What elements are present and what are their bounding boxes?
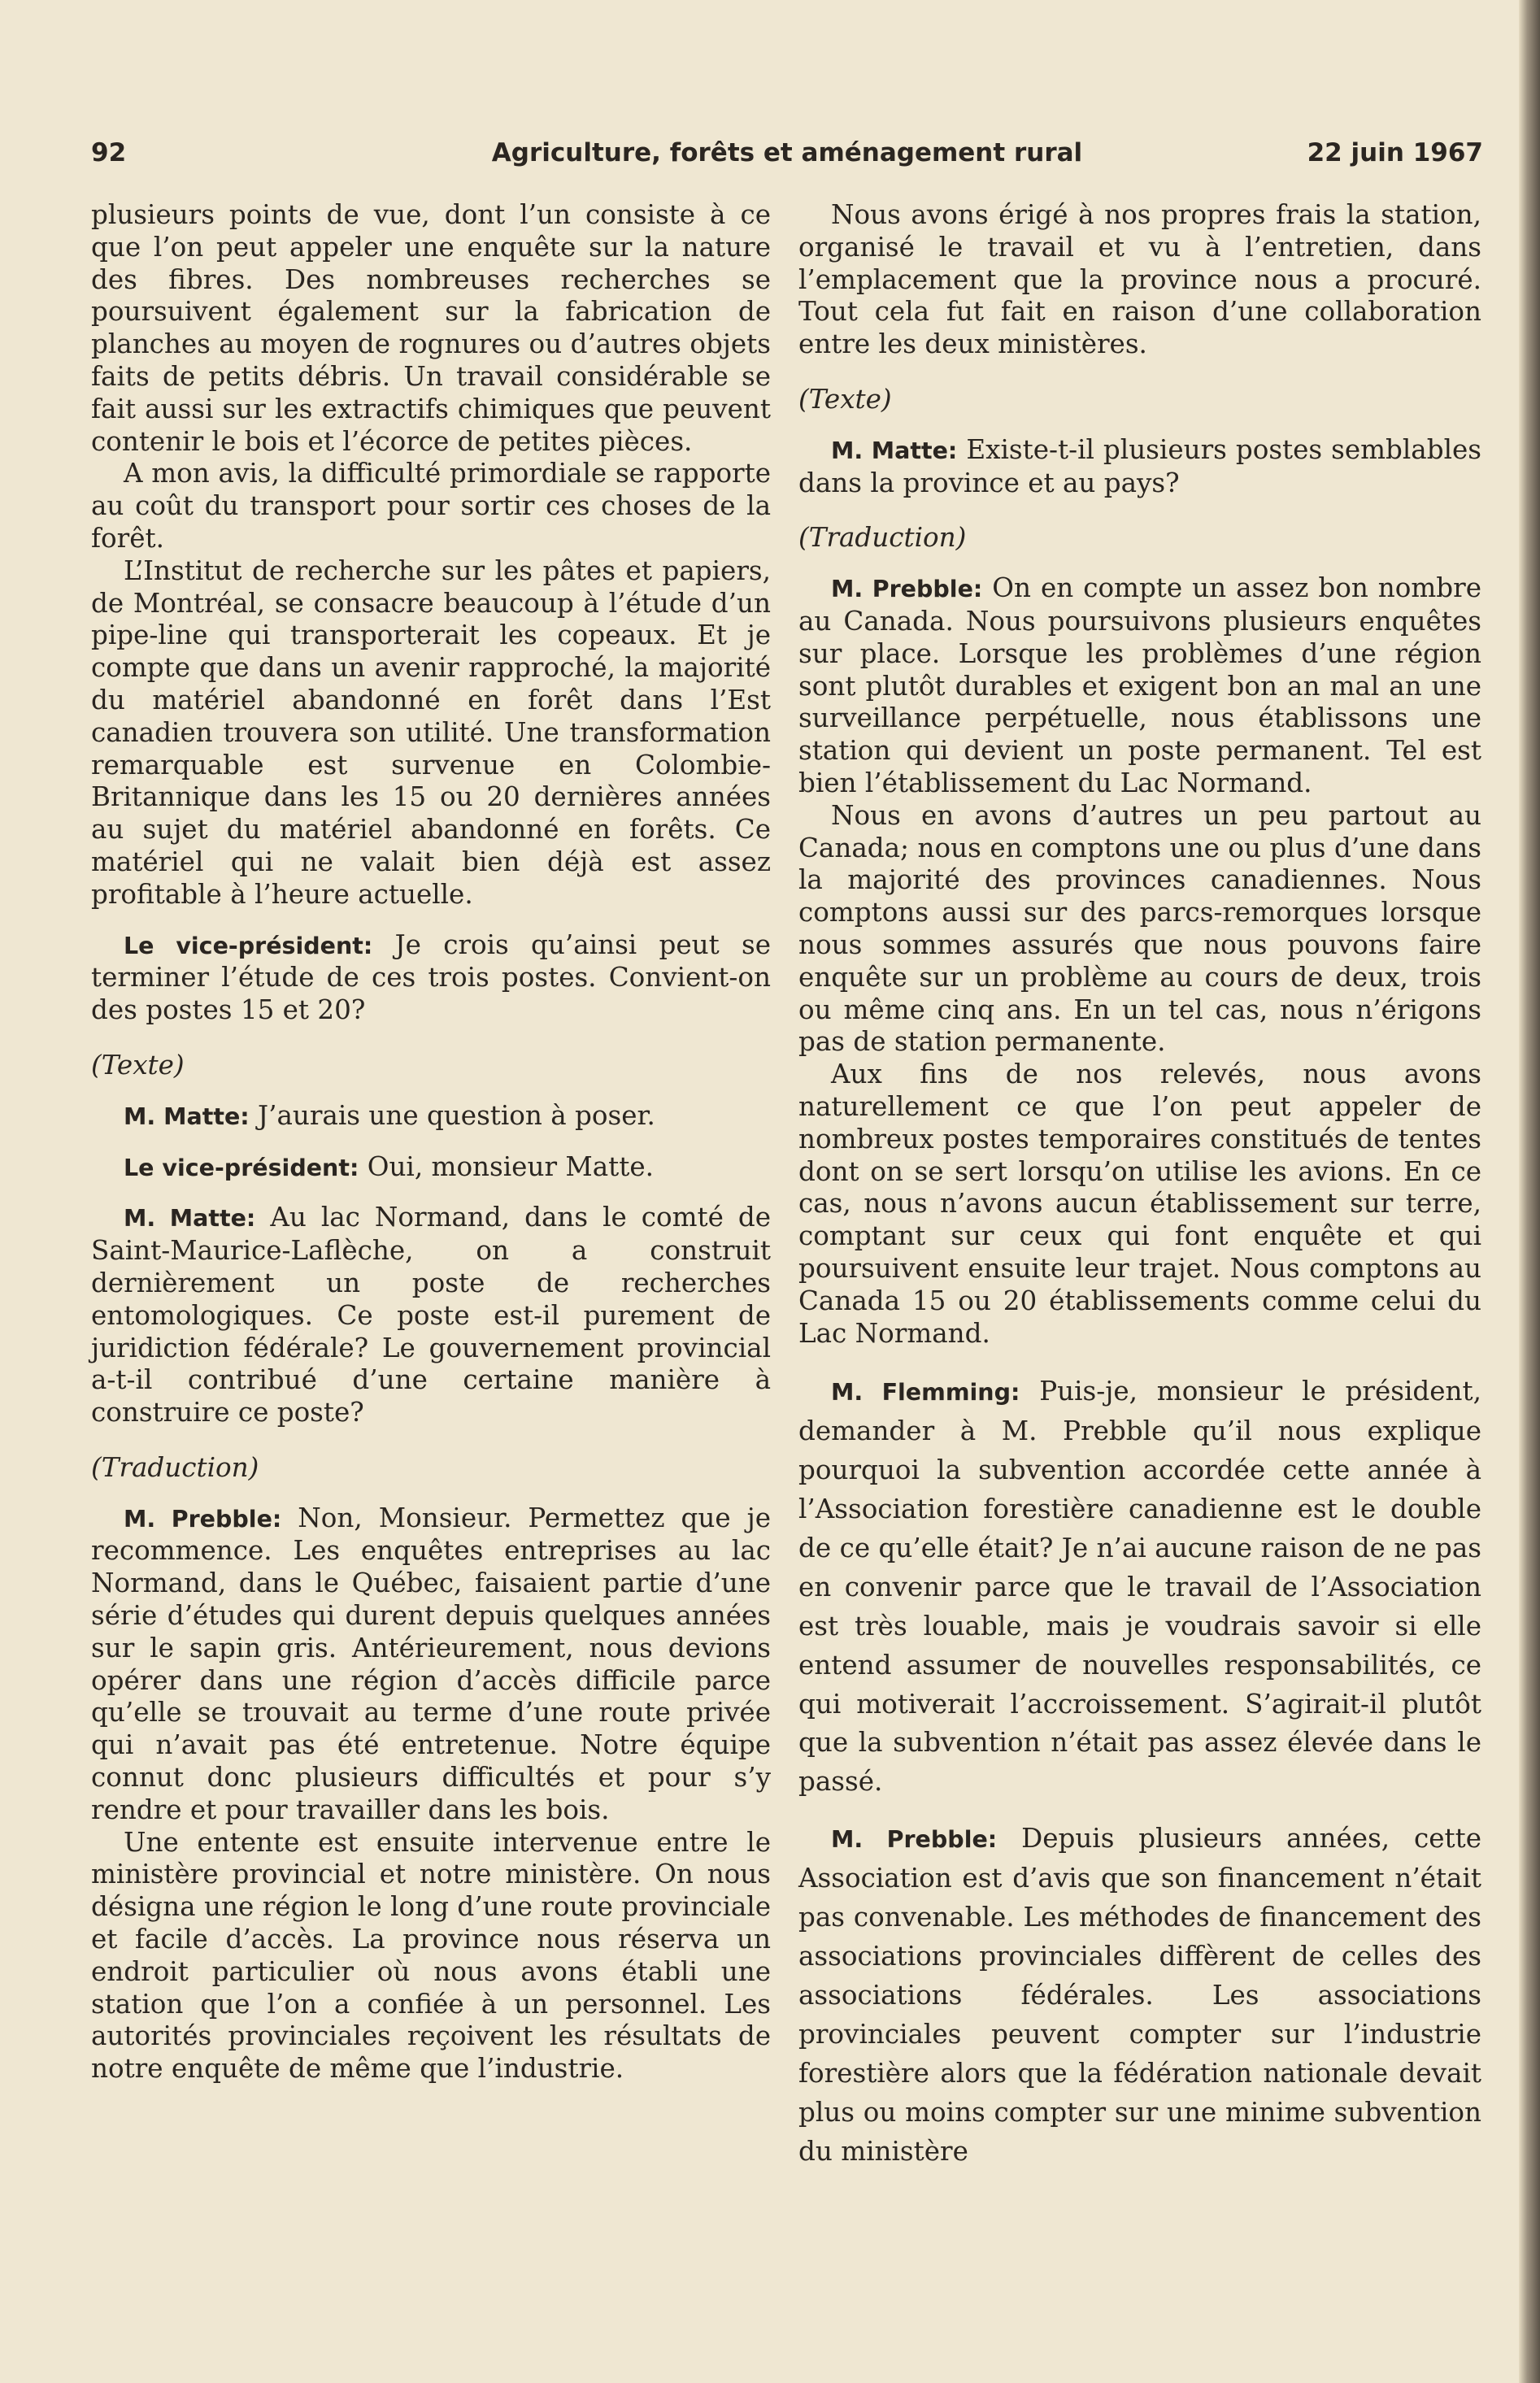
header-date: 22 juin 1967 [1307, 138, 1483, 167]
speaker-name: Le vice-président: [124, 1154, 359, 1181]
section-label: (Texte) [91, 1049, 185, 1081]
section-label: (Texte) [798, 383, 892, 415]
right-column [798, 199, 1481, 2171]
speech-paragraph [798, 1372, 1481, 1802]
paragraph: Aux fins de nos relevés, nous avons naturellement ce que l’on peut appeler de nombreux postes temporaires constitués de tentes dont on se sert lorsqu’on utilise les avions. En ce cas, nous n’avons aucun établissement sur terre, comptant sur ceux qui font enquête et qui poursuivent ensuite leur trajet. Nous comptons au Canada 15 ou 20 établissements comme celui du Lac Normand. [798, 1059, 1481, 1349]
paragraph: Nous en avons d’autres un peu partout au Canada; nous en comptons une ou plus d’une dans la majorité des provinces canadiennes. Nous comptons aussi sur des parcs-remorques lorsque nous sommes assurés que nous pouvons faire enquête sur un problème au cours de deux, trois ou même cinq ans. En un tel cas, nous n’érigons pas de station permanente. [798, 799, 1481, 1058]
speech-paragraph [91, 1100, 771, 1133]
speaker-name: M. Prebble: [124, 1505, 282, 1533]
paragraph: Une entente est ensuite intervenue entre le ministère provincial et notre ministère. On nous désigna une région le long d’une route provinciale et facile d’accès. La province nous réserva un endroit particulier où nous avons établi une station que l’on a confiée à un personnel. Les autorités provinciales reçoivent les résultats de notre enquête de même que l’industrie. [91, 1826, 771, 2085]
binding-shadow [1519, 0, 1540, 2383]
speaker-name: M. Flemming: [831, 1379, 1020, 1407]
speech-paragraph [798, 1820, 1481, 2171]
section-label: (Traduction) [798, 522, 967, 554]
speech-paragraph [91, 1502, 771, 1827]
speaker-name: M. Matte: [124, 1102, 250, 1130]
speech-paragraph [798, 434, 1481, 500]
speech-text: J’aurais une question à poser. [249, 1099, 655, 1131]
running-header [91, 138, 1483, 174]
speaker-name: M. Prebble: [831, 576, 983, 603]
speech-text: Je crois qu’ainsi peut se terminer l’étude de ces trois postes. Convient-on des postes 15 et 20? [91, 928, 771, 1026]
speaker-name: M. Matte: [124, 1205, 256, 1233]
left-column [91, 199, 771, 2085]
paragraph: L’Institut de recherche sur les pâtes et papiers, de Montréal, se consacre beaucoup à l’étude d’un pipe-line qui transporterait les copeaux. Et je compte que dans un avenir rapproché, la majorité du matériel abandonné en forêt dans l’Est canadien trouvera son utilité. Une transformation remarquable est survenue en Colombie-Britannique dans les 15 ou 20 dernières années au sujet du matériel abandonné en forêts. Ce matériel qui ne valait bien déjà est assez profitable à l’heure actuelle. [91, 554, 771, 910]
speech-text: Oui, monsieur Matte. [359, 1150, 654, 1182]
speech-paragraph [798, 572, 1481, 800]
paragraph: A mon avis, la difficulté primordiale se rapporte au coût du transport pour sortir ces choses de la forêt. [91, 458, 771, 554]
speech-paragraph [91, 1151, 771, 1185]
speaker-name: M. Prebble: [831, 1826, 998, 1854]
section-label: (Traduction) [91, 1451, 259, 1483]
speech-paragraph [91, 1202, 771, 1429]
running-title: Agriculture, forêts et aménagement rural [491, 138, 1083, 167]
speech-text: Depuis plusieurs années, cette Association est d’avis que son financement n’était pas convenable. Les méthodes de financement des associations provinciales diffèrent de celles des associations fédérales. Les associations provinciales peuvent compter sur l’industrie forestière alors que la fédération nationale devait plus ou moins compter sur une minime subvention du ministère [798, 1823, 1481, 2167]
speech-text: Existe-t-il plusieurs postes semblables dans la province et au pays? [798, 433, 1481, 498]
speaker-name: M. Matte: [831, 437, 958, 464]
speech-text: On en compte un assez bon nombre au Canada. Nous poursuivons plusieurs enquêtes sur place. Lorsque les problèmes d’une région sont plutôt durables et exigent bon an mal an une surveillance perpétuelle, nous établissons une station qui devient un poste permanent. Tel est bien l’établissement du Lac Normand. [798, 572, 1481, 798]
speech-text: Non, Monsieur. Permettez que je recommence. Les enquêtes entreprises au lac Normand, dans le Québec, faisaient partie d’une série d’études qui durent depuis quelques années sur le sapin gris. Antérieurement, nous devions opérer dans une région d’accès difficile parce qu’elle se trouvait au terme d’une route privée qui n’avait pas été entretenue. Notre équipe connut donc plusieurs difficultés et pour s’y rendre et pour travailler dans les bois. [91, 1502, 771, 1825]
speech-text: Au lac Normand, dans le comté de Saint-Maurice-Laflèche, on a construit dernièrement un poste de recherches entomologiques. Ce poste est-il purement de juridiction fédérale? Le gouvernement provincial a-t-il contribué d’une certaine manière à construire ce poste? [91, 1202, 772, 1428]
speaker-name: Le vice-président: [124, 932, 373, 959]
paragraph: Nous avons érigé à nos propres frais la station, organisé le travail et vu à l’entretien, dans l’emplacement que la province nous a procuré. Tout cela fut fait en raison d’une collaboration entre les deux ministères. [798, 199, 1481, 360]
speech-text: Puis-je, monsieur le président, demander à M. Prebble qu’il nous explique pourquoi la subvention accordée cette année à l’Association forestière canadienne est le double de ce qu’elle était? Je n’ai aucune raison de ne pas en convenir parce que le travail de l’Association est très louable, mais je voudrais savoir si elle entend assumer de nouvelles responsabilités, ce qui motiverait l’accroissement. S’agirait-il plutôt que la subvention n’était pas assez élevée dans le passé. [798, 1376, 1481, 1798]
page-number: 92 [91, 138, 127, 167]
paragraph: plusieurs points de vue, dont l’un consiste à ce que l’on peut appeler une enquête sur la nature des fibres. Des nombreuses recherches se poursuivent également sur la fabrication de planches au moyen de rognures ou d’autres objets faits de petits débris. Un travail considérable se fait aussi sur les extractifs chimiques que peuvent contenir le bois et l’écorce de petites pièces. [91, 199, 771, 457]
speech-paragraph [91, 929, 771, 1027]
